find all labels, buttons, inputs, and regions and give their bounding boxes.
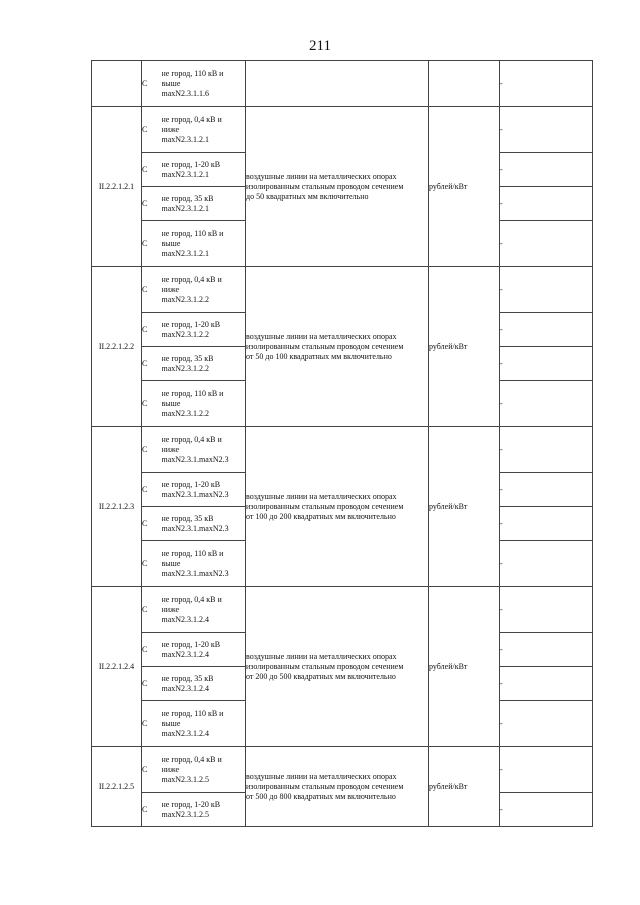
value-cell: - — [500, 221, 593, 267]
rate-description: не город, 35 кВ maxN2.3.1.maxN2.3 — [162, 507, 246, 541]
rate-description: не город, 1-20 кВ maxN2.3.1.2.2 — [162, 313, 246, 347]
row-code: II.2.2.1.2.3 — [92, 427, 142, 587]
page-number: 211 — [309, 38, 331, 54]
rate-description: не город, 0,4 кВ и ниже maxN2.3.1.2.2 — [162, 267, 246, 313]
value-cell: - — [500, 633, 593, 667]
unit-cell — [429, 61, 500, 107]
value-cell: - — [500, 793, 593, 827]
value-cell: - — [500, 381, 593, 427]
row-code: II.2.2.1.2.5 — [92, 747, 142, 827]
rate-description: не город, 1-20 кВ maxN2.3.1.2.1 — [162, 153, 246, 187]
tariff-table-body — [92, 61, 593, 827]
rate-type-letter: С — [142, 701, 162, 747]
rate-type-letter: С — [142, 107, 162, 153]
table-row — [92, 427, 593, 473]
rate-type-letter: С — [142, 507, 162, 541]
line-description: воздушные линии на металлических опорах изолированным стальным проводом сечением от 50 до 100 квадратных мм включительно — [246, 267, 429, 427]
tariff-table — [91, 60, 593, 827]
rate-type-letter: С — [142, 587, 162, 633]
value-cell: - — [500, 473, 593, 507]
value-cell: - — [500, 347, 593, 381]
value-cell: - — [500, 107, 593, 153]
value-cell: - — [500, 427, 593, 473]
rate-type-letter: С — [142, 667, 162, 701]
rate-description: не город, 35 кВ maxN2.3.1.2.1 — [162, 187, 246, 221]
rate-description: не город, 110 кВ и выше maxN2.3.1.2.4 — [162, 701, 246, 747]
rate-type-letter: С — [142, 427, 162, 473]
rate-type-letter: С — [142, 541, 162, 587]
rate-description: не город, 110 кВ и выше maxN2.3.1.maxN2.3 — [162, 541, 246, 587]
rate-description: не город, 110 кВ и выше maxN2.3.1.2.1 — [162, 221, 246, 267]
value-cell: - — [500, 507, 593, 541]
table-row — [92, 61, 593, 107]
table-row — [92, 587, 593, 633]
rate-description: не город, 0,4 кВ и ниже maxN2.3.1.2.5 — [162, 747, 246, 793]
unit-cell: рублей/кВт — [429, 107, 500, 267]
rate-description: не город, 110 кВ и выше maxN2.3.1.1.6 — [162, 61, 246, 107]
rate-type-letter: С — [142, 153, 162, 187]
value-cell: - — [500, 267, 593, 313]
value-cell: - — [500, 541, 593, 587]
rate-description: не город, 1-20 кВ maxN2.3.1.2.4 — [162, 633, 246, 667]
table-row — [92, 747, 593, 793]
unit-cell: рублей/кВт — [429, 427, 500, 587]
value-cell: - — [500, 701, 593, 747]
line-description: воздушные линии на металлических опорах изолированным стальным проводом сечением от 200 до 500 квадратных мм включительно — [246, 587, 429, 747]
rate-type-letter: С — [142, 61, 162, 107]
value-cell: - — [500, 587, 593, 633]
row-code: II.2.2.1.2.4 — [92, 587, 142, 747]
value-cell: - — [500, 313, 593, 347]
rate-description: не город, 35 кВ maxN2.3.1.2.2 — [162, 347, 246, 381]
rate-description: не город, 35 кВ maxN2.3.1.2.4 — [162, 667, 246, 701]
rate-type-letter: С — [142, 267, 162, 313]
line-description: воздушные линии на металлических опорах изолированным стальным проводом сечением от 100 до 200 квадратных мм включительно — [246, 427, 429, 587]
rate-type-letter: С — [142, 793, 162, 827]
line-description: воздушные линии на металлических опорах изолированным стальным проводом сечением от 500 до 800 квадратных мм включительно — [246, 747, 429, 827]
row-code — [92, 61, 142, 107]
value-cell: - — [500, 153, 593, 187]
rate-description: не город, 0,4 кВ и ниже maxN2.3.1.2.1 — [162, 107, 246, 153]
rate-description: не город, 0,4 кВ и ниже maxN2.3.1.2.4 — [162, 587, 246, 633]
unit-cell: рублей/кВт — [429, 267, 500, 427]
rate-type-letter: С — [142, 473, 162, 507]
unit-cell: рублей/кВт — [429, 587, 500, 747]
rate-type-letter: С — [142, 221, 162, 267]
unit-cell: рублей/кВт — [429, 747, 500, 827]
rate-description: не город, 1-20 кВ maxN2.3.1.2.5 — [162, 793, 246, 827]
rate-description: не город, 110 кВ и выше maxN2.3.1.2.2 — [162, 381, 246, 427]
rate-type-letter: С — [142, 313, 162, 347]
line-description — [246, 61, 429, 107]
rate-type-letter: С — [142, 187, 162, 221]
row-code: II.2.2.1.2.2 — [92, 267, 142, 427]
value-cell: - — [500, 667, 593, 701]
table-row — [92, 107, 593, 153]
rate-type-letter: С — [142, 633, 162, 667]
table-row — [92, 267, 593, 313]
value-cell: - — [500, 61, 593, 107]
value-cell: - — [500, 187, 593, 221]
rate-type-letter: С — [142, 381, 162, 427]
rate-type-letter: С — [142, 747, 162, 793]
line-description: воздушные линии на металлических опорах изолированным стальным проводом сечением до 50 квадратных мм включительно — [246, 107, 429, 267]
value-cell: - — [500, 747, 593, 793]
row-code: II.2.2.1.2.1 — [92, 107, 142, 267]
rate-type-letter: С — [142, 347, 162, 381]
rate-description: не город, 1-20 кВ maxN2.3.1.maxN2.3 — [162, 473, 246, 507]
rate-description: не город, 0,4 кВ и ниже maxN2.3.1.maxN2.3 — [162, 427, 246, 473]
